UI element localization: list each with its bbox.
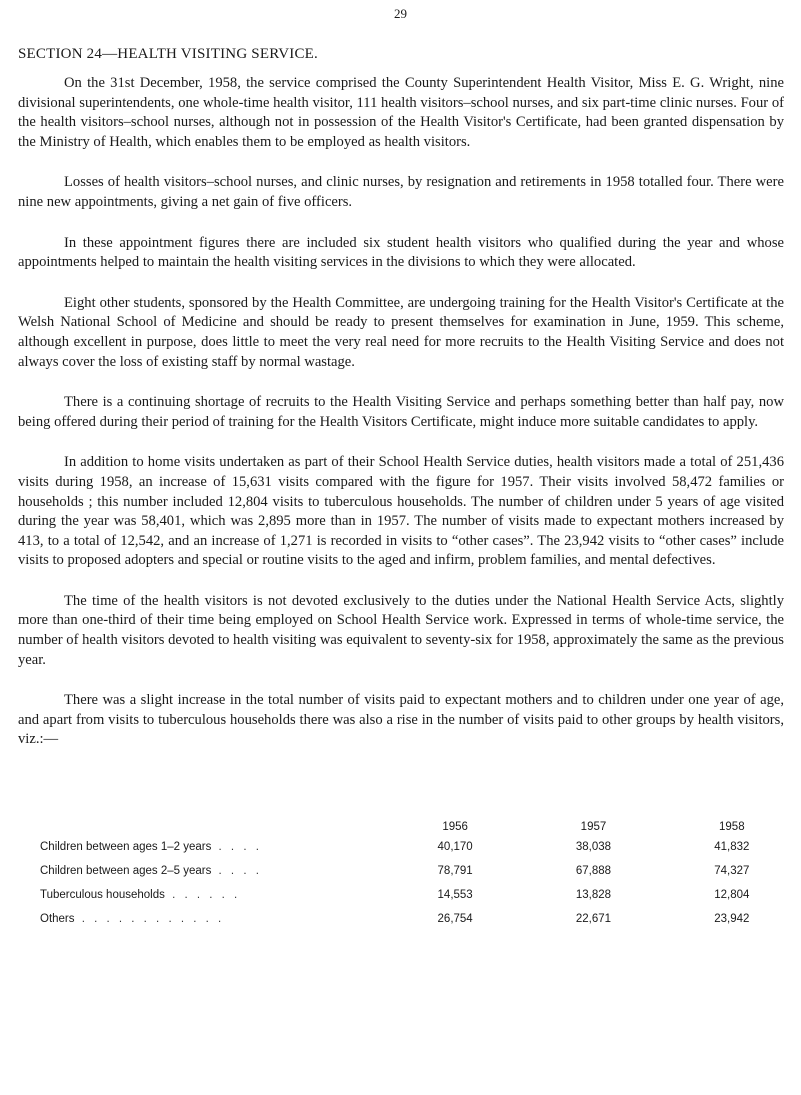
visits-table <box>0 819 801 931</box>
table-header-blank <box>0 819 386 835</box>
table-row <box>0 859 801 883</box>
table-cell: 22,671 <box>575 913 612 925</box>
paragraph-recruit-shortage: There is a continuing shortage of recruits to the Health Visiting Service and perhaps something better than half pay, now being offered during their period of training for the Health Visitors Certificate, might induce more suitable candidates to apply. <box>18 394 784 430</box>
row-label: Children between ages 2–5 years . . . . <box>40 865 262 877</box>
table-header-row <box>0 819 801 835</box>
table-cell: 38,038 <box>575 841 612 853</box>
table-cell: 14,553 <box>437 889 473 901</box>
paragraph-visit-increase: There was a slight increase in the total number of visits paid to expectant mothers and to children under one year of age, and apart from visits to tuberculous households there was also a rise in the number of visits paid to other groups by health visitors, viz.:— <box>18 692 784 748</box>
table-header-year: 1958 <box>719 821 745 833</box>
row-label: Others . . . . . . . . . . . . <box>40 913 225 925</box>
table-cell: 12,804 <box>714 889 750 901</box>
table-cell: 74,327 <box>714 865 750 877</box>
table-cell: 67,888 <box>575 865 612 877</box>
paragraph-student-appointments: In these appointment figures there are included six student health visitors who qualified during the year and whose appointments helped to maintain the health visiting services in the divisions to which they were allocated. <box>18 234 784 271</box>
section-heading: SECTION 24—HEALTH VISITING SERVICE. <box>18 46 318 62</box>
table-cell: 13,828 <box>575 889 612 901</box>
table-cell: 78,791 <box>437 865 473 877</box>
table-header-year: 1956 <box>442 821 468 833</box>
table-row <box>0 907 801 931</box>
paragraph-training-scheme: Eight other students, sponsored by the Health Committee, are undergoing training for the Health Visitor's Certificate at the Welsh National School of Medicine and should be ready to present themselves for examination in June, 1959. This scheme, although excellent in purpose, does little to meet the very real need for more recruits to the Health Visiting Service and does not always cover the loss of existing staff by normal wastage. <box>18 294 784 370</box>
row-label: Children between ages 1–2 years . . . . <box>40 841 262 853</box>
table-header-year: 1957 <box>580 821 607 833</box>
row-label: Tuberculous households . . . . . . <box>40 889 241 901</box>
paragraph-losses: Losses of health visitors–school nurses, and clinic nurses, by resignation and retirements in 1958 totalled four. There were nine new appointments, giving a net gain of five officers. <box>18 174 784 210</box>
paragraph-home-visits: In addition to home visits undertaken as part of their School Health Service duties, health visitors made a total of 251,436 visits during 1958, an increase of 15,631 visits compared with the figure for 1957. Their visits involved 58,472 families or households ; this number included 12,804 visits to tuberculous households. The number of children under 5 years of age visited during the year was 58,401, which was 2,895 more than in 1957. The number of visits made to expectant mothers increased by 413, to a total of 12,542, and an increase of 1,271 is recorded in visits to “other cases”. The 23,942 visits to “other cases” include visits to proposed adopters and special or routine visits to the aged and infirm, problem families, and mental defectives. <box>18 454 784 569</box>
table-row <box>0 835 801 859</box>
paragraph-time-allocation: The time of the health visitors is not devoted exclusively to the duties under the National Health Service Acts, slightly more than one-third of their time being employed on School Health Service work. Expressed in terms of whole-time service, the number of health visitors devoted to health visiting was equivalent to seventy-six for 1958, approximately the same as the previous year. <box>18 592 784 668</box>
paragraph-staffing: On the 31st December, 1958, the service comprised the County Superintendent Health Visitor, Miss E. G. Wright, nine divisional superintendents, one whole-time health visitor, 111 health visitors–school nurses, and six part-time clinic nurses. Four of the health visitors–school nurses, although not in possession of the Health Visitor's Certificate, had been granted dispensation by the Ministry of Health, which enables them to be employed as health visitors. <box>18 75 784 150</box>
table-row <box>0 883 801 907</box>
table-cell: 23,942 <box>714 913 750 925</box>
dot-leader: . . . . <box>218 841 262 853</box>
dot-leader: . . . . . . <box>172 889 241 901</box>
dot-leader: . . . . . . . . . . . . <box>81 913 225 925</box>
table-cell: 26,754 <box>437 913 473 925</box>
body-text <box>18 74 784 771</box>
page-number: 29 <box>394 6 407 21</box>
dot-leader: . . . . <box>218 865 262 877</box>
table-cell: 40,170 <box>437 841 473 853</box>
table-cell: 41,832 <box>714 841 750 853</box>
